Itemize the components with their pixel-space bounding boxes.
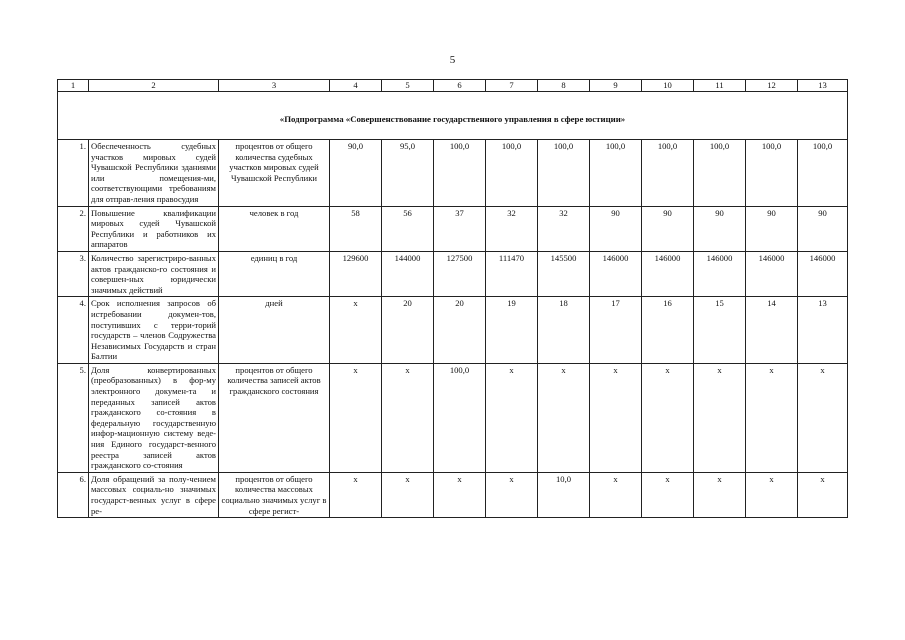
indicator-value: 146000 [642,251,694,296]
indicator-value: 90 [590,206,642,251]
indicator-name: Повышение квалификации мировых судей Чувашской Республики и работников их аппаратов [89,206,219,251]
indicator-value: х [590,472,642,517]
column-number: 4 [330,80,382,92]
indicator-value: 100,0 [434,140,486,207]
indicator-value: 20 [382,297,434,364]
indicator-value: 37 [434,206,486,251]
column-number: 10 [642,80,694,92]
indicators-table [57,79,848,518]
indicator-value: х [486,363,538,472]
column-number: 6 [434,80,486,92]
row-number: 6. [58,472,89,517]
indicator-value: 100,0 [798,140,848,207]
indicator-value: х [330,297,382,364]
column-number: 13 [798,80,848,92]
indicator-value: х [486,472,538,517]
unit-of-measure: единиц в год [219,251,330,296]
column-number: 1 [58,80,89,92]
indicator-value: 100,0 [642,140,694,207]
column-number: 5 [382,80,434,92]
column-number-row [58,80,848,92]
table-row [58,206,848,251]
indicator-value: 17 [590,297,642,364]
indicator-value: 100,0 [538,140,590,207]
indicator-value: 146000 [590,251,642,296]
indicator-value: 20 [434,297,486,364]
indicator-value: 56 [382,206,434,251]
indicator-value: 100,0 [434,363,486,472]
unit-of-measure: процентов от общего количества записей актов гражданского состояния [219,363,330,472]
table-row [58,297,848,364]
indicator-value: 95,0 [382,140,434,207]
row-number: 1. [58,140,89,207]
indicator-value: 18 [538,297,590,364]
column-number: 3 [219,80,330,92]
indicator-value: 32 [538,206,590,251]
indicator-value: х [330,472,382,517]
indicator-name: Доля обращений за полу-чением массовых социаль-но значимых государст-венных услуг в сфере ре- [89,472,219,517]
column-number: 8 [538,80,590,92]
indicator-value: 90 [694,206,746,251]
column-number: 11 [694,80,746,92]
indicator-value: 58 [330,206,382,251]
indicator-value: х [434,472,486,517]
indicator-value: 100,0 [694,140,746,207]
row-number: 4. [58,297,89,364]
row-number: 2. [58,206,89,251]
table-row [58,251,848,296]
subprogram-title: «Подпрограмма «Совершенствование государственного управления в сфере юстиции» [58,92,848,140]
indicator-value: 15 [694,297,746,364]
indicator-value: 10,0 [538,472,590,517]
indicator-value: х [746,363,798,472]
table-row [58,140,848,207]
indicator-value: х [798,472,848,517]
indicator-name: Количество зарегистриро-ванных актов гражданско-го состояния и совершен-ных юридически значимых действий [89,251,219,296]
indicator-name: Срок исполнения запросов об истребовании докумен-тов, поступивших с терри-торий государств – членов Содружества Независимых Государств и стран Балтии [89,297,219,364]
indicator-value: х [694,472,746,517]
indicator-value: 100,0 [590,140,642,207]
indicator-value: х [382,472,434,517]
unit-of-measure: процентов от общего количества судебных участков мировых судей Чувашской Республики [219,140,330,207]
indicator-value: 14 [746,297,798,364]
table-row [58,363,848,472]
indicator-value: х [642,472,694,517]
indicator-value: 145500 [538,251,590,296]
unit-of-measure: дней [219,297,330,364]
page-number: 5 [449,54,456,66]
indicator-value: 16 [642,297,694,364]
indicator-value: 32 [486,206,538,251]
indicator-value: 19 [486,297,538,364]
indicator-value: 90 [746,206,798,251]
unit-of-measure: процентов от общего количества массовых социально значимых услуг в сфере регист- [219,472,330,517]
indicator-value: 90 [642,206,694,251]
table-row [58,472,848,517]
unit-of-measure: человек в год [219,206,330,251]
indicator-value: х [746,472,798,517]
indicator-value: 129600 [330,251,382,296]
column-number: 12 [746,80,798,92]
indicator-name: Доля конвертированных (преобразованных) в фор-му электронного докумен-та и переданных записей актов гражданского со-стояния в федеральную государственную инфор-мационную систему веде-ния Единого государст-венного реестра записей актов гражданского со-стояния [89,363,219,472]
indicator-value: х [642,363,694,472]
indicator-value: х [330,363,382,472]
indicator-value: 146000 [746,251,798,296]
indicator-value: х [382,363,434,472]
indicator-name: Обеспеченность судебных участков мировых судей Чувашской Республики зданиями или помещения-ми, соответствующими требованиям для отправ-ления правосудия [89,140,219,207]
indicator-value: 146000 [694,251,746,296]
column-number: 2 [89,80,219,92]
indicator-value: х [694,363,746,472]
row-number: 5. [58,363,89,472]
indicator-value: 100,0 [746,140,798,207]
indicator-value: 100,0 [486,140,538,207]
row-number: 3. [58,251,89,296]
indicator-value: х [798,363,848,472]
indicator-value: 146000 [798,251,848,296]
indicator-value: 13 [798,297,848,364]
indicator-value: 90 [798,206,848,251]
indicator-value: х [590,363,642,472]
indicator-value: х [538,363,590,472]
column-number: 7 [486,80,538,92]
indicator-value: 127500 [434,251,486,296]
column-number: 9 [590,80,642,92]
indicator-value: 111470 [486,251,538,296]
subprogram-row [58,92,848,140]
indicator-value: 144000 [382,251,434,296]
indicator-value: 90,0 [330,140,382,207]
